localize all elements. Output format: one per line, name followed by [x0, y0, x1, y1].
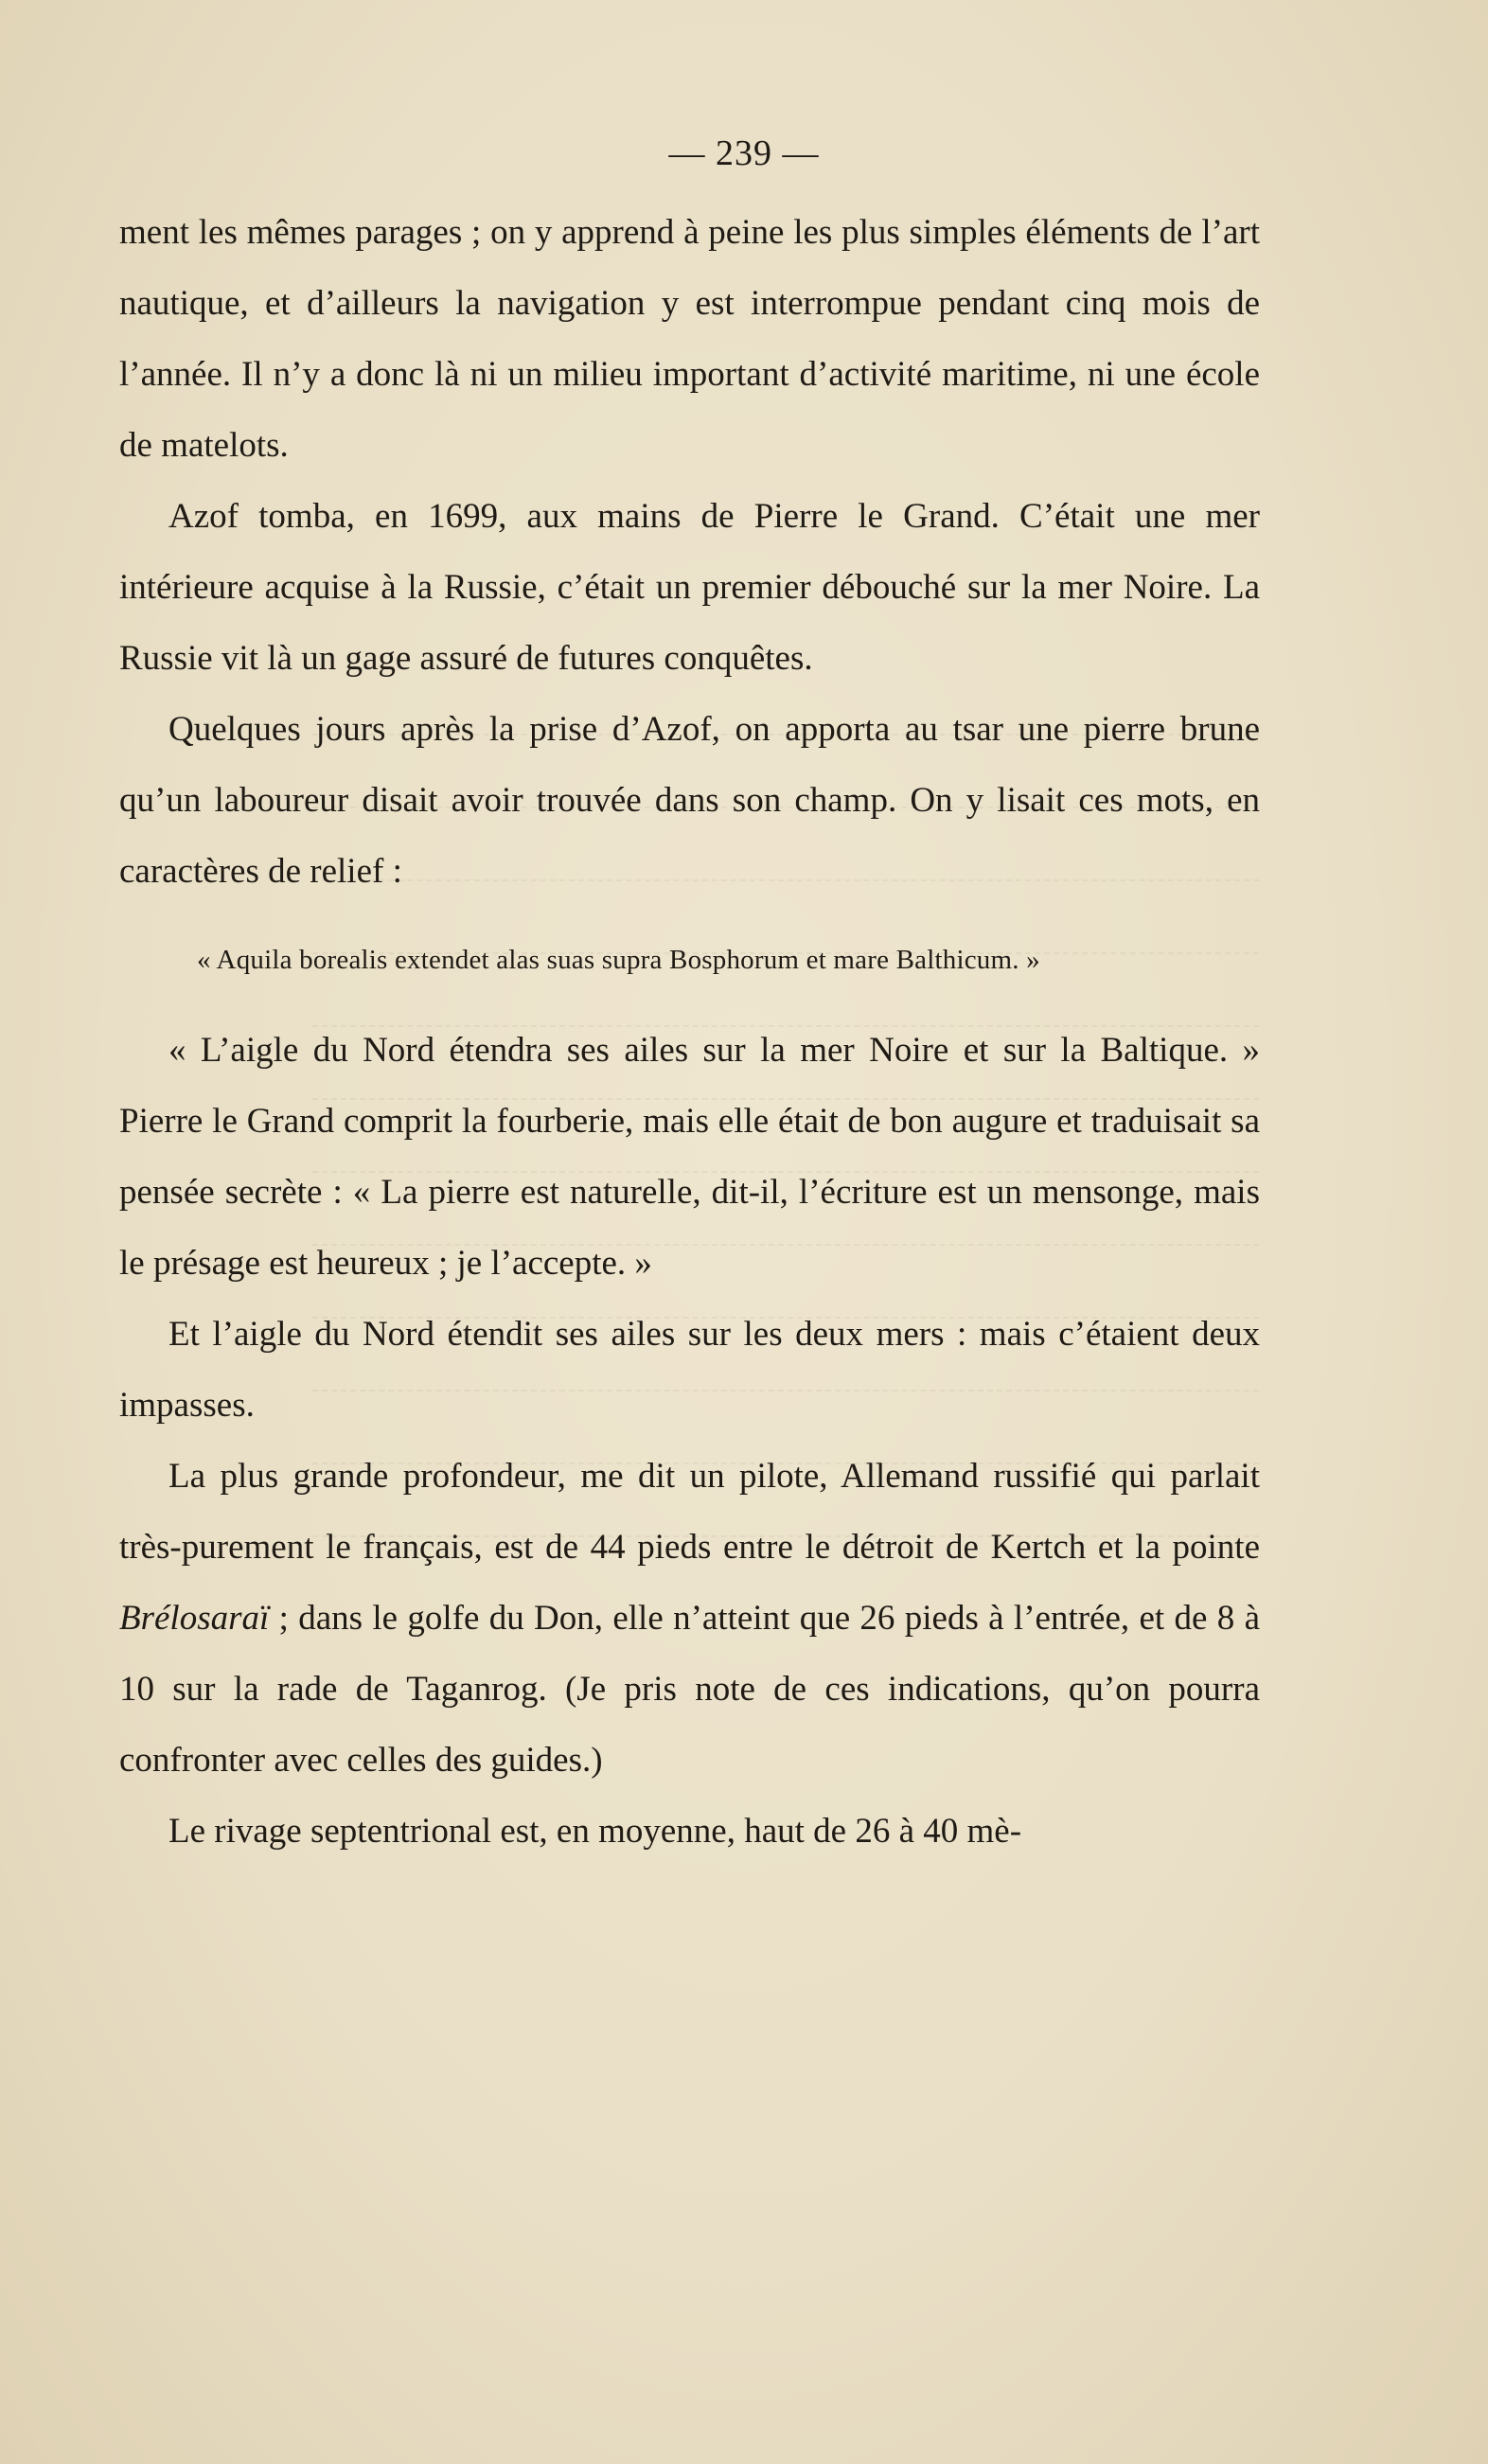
latin-inscription-quote: « Aquila borealis extendet alas suas supra Bosphorum et mare Balthicum. » [197, 945, 1040, 975]
paragraph-1: ment les mêmes parages ; on y apprend à peine les plus simples éléments de l’art nautique, et d’ailleurs la navigation y est interrompue pendant cinq mois de l’année. Il n’y a donc là ni un milieu important d’activité maritime, ni une école de matelots. [119, 213, 1260, 465]
body-text [119, 197, 1260, 1867]
paragraph-5: Et l’aigle du Nord étendit ses ailes sur les deux mers : mais c’étaient deux impasses. [119, 1315, 1260, 1425]
paragraph-6-text-end: ; dans le golfe du Don, elle n’atteint que 26 pieds à l’entrée, et de 8 à 10 sur la rade de Taganrog. (Je pris note de ces indications, qu’on pourra confronter avec celles des guides.) [119, 1599, 1260, 1780]
place-name-italic: Brélosaraï [119, 1599, 270, 1638]
paragraph-4: « L’aigle du Nord étendra ses ailes sur la mer Noire et sur la Baltique. » Pierre le Grand comprit la fourberie, mais elle était de bon augure et traduisait sa pensée secrète : « La pierre est naturelle, dit-il, l’écriture est un mensonge, mais le présage est heureux ; je l’accepte. » [119, 1031, 1260, 1283]
paragraph-2: Azof tomba, en 1699, aux mains de Pierre le Grand. C’était une mer intérieure acquise à la Russie, c’était un premier débouché sur la mer Noire. La Russie vit là un gage assuré de futures conquêtes. [119, 497, 1260, 678]
paragraph-6-text-start: La plus grande profondeur, me dit un pilote, Allemand russifié qui parlait très-purement le français, est de 44 pieds entre le détroit de Kertch et la pointe [119, 1457, 1260, 1567]
paragraph-3: Quelques jours après la prise d’Azof, on apporta au tsar une pierre brune qu’un laboureur disait avoir trouvée dans son champ. On y lisait ces mots, en caractères de relief : [119, 710, 1260, 891]
paragraph-6 [119, 1441, 1260, 1796]
page-number: — 239 — [668, 133, 820, 173]
paragraph-7: Le rivage septentrional est, en moyenne, haut de 26 à 40 mè- [168, 1812, 1022, 1851]
